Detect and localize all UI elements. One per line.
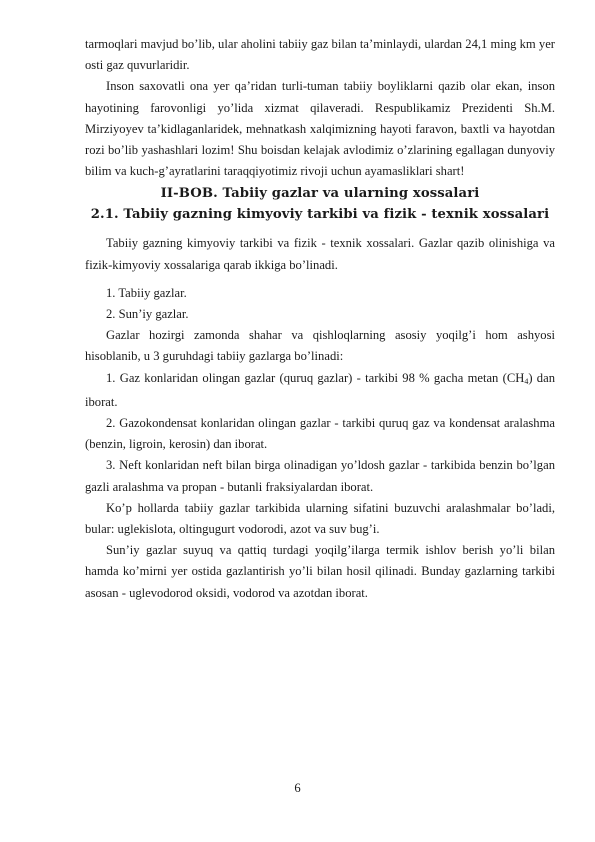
section-title: 2.1. Tabiiy gazning kimyoviy tarkibi va fizik - texnik xossalari <box>90 207 550 223</box>
list-item-natural-gases: 1. Tabiiy gazlar. <box>106 285 187 300</box>
paragraph-item-2: 2. Gazokondensat konlaridan olingan gazlar - tarkibi quruq gaz va kondensat aralashma (benzin, ligroin, kerosin) dan iborat. <box>85 416 555 452</box>
list-item-artificial-gases: 2. Sun’iy gazlar. <box>106 307 189 322</box>
paragraph-harmful-mixtures: Ko’p hollarda tabiiy gazlar tarkibida ularning sifatini buzuvchi aralashmalar bo’ladi, bular: uglekislota, oltingugurt vodorodi, azot va suv bug’i. <box>85 500 555 537</box>
item-1-text-end: ) dan iborat. <box>85 370 555 409</box>
document-page <box>85 34 555 604</box>
paragraph-continued: tarmoqlari mavjud bo’lib, ular aholini tabiiy gaz bilan ta’minlaydi, ulardan 24,1 ming km yer osti gaz quvurlaridir. <box>85 37 555 73</box>
paragraph-artificial-gases: Sun’iy gazlar suyuq va qattiq turdagi yoqilg’ilarga termik ishlov berish yo’li bilan hamda ko’mirni yer ostida gazlantirish yo’li bilan hosil qilinadi. Bunday gazlarning tarkibi asosan - uglevodorod oksidi, vodorod va azotdan iborat. <box>85 543 555 600</box>
paragraph-item-3: 3. Neft konlaridan neft bilan birga olinadigan yo’ldosh gazlar - tarkibida benzin bo’lgan gazli aralashma va propan - butanli fraksiyalardan iborat. <box>85 458 555 494</box>
paragraph-intro: Tabiiy gazning kimyoviy tarkibi va fizik - texnik xossalari. Gazlar qazib olinishiga va fizik-kimyoviy xossalariga qarab ikkiga bo’linadi. <box>85 236 555 272</box>
paragraph-inson: Inson saxovatli ona yer qa’ridan turli-tuman tabiiy boyliklarni qazib olar ekan, inson hayotining farovonligi yo’lida xizmat qilaveradi. Respublikamiz Prezidenti Sh.M. Mirziyoyev ta’kidlaganlaridek, mehnatkash xalqimizning hayoti faravon, baxtli va hayotdan rozi bo’lib yashashlari lozim! Shu boisdan kelajak avlodimiz o’zlarining egallagan dunyoviy bilim va kuch-g’ayratlarini taraqqiyotimiz rivoji uchun ayamasliklari shart! <box>85 79 555 179</box>
page-number: 6 <box>294 781 301 795</box>
paragraph-gas-groups: Gazlar hozirgi zamonda shahar va qishloqlarning asosiy yoqilg’i hom ashyosi hisoblanib, u 3 guruhdagi tabiiy gazlarga bo’linadi: <box>85 328 555 364</box>
item-1-subscript: 4 <box>524 376 529 386</box>
paragraph-item-1 <box>85 368 555 413</box>
item-1-text: 1. Gaz konlaridan olingan gazlar (quruq gazlar) - tarkibi 98 % gacha metan (CH <box>106 370 525 385</box>
chapter-title: II-BOB. Tabiiy gazlar va ularning xossalari <box>160 186 480 202</box>
spacer <box>85 276 555 283</box>
